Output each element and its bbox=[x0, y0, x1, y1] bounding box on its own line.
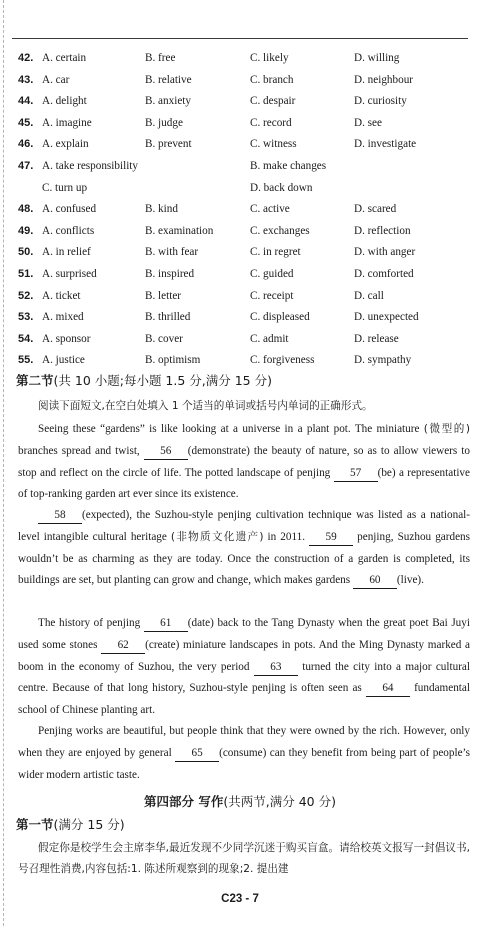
question-number: 43. bbox=[18, 73, 34, 86]
option-c[interactable]: C. likely bbox=[250, 52, 289, 64]
section2-heading bbox=[16, 372, 272, 390]
question-number: 47. bbox=[18, 160, 34, 172]
choice-row bbox=[18, 351, 474, 369]
option-d[interactable]: D. comforted bbox=[354, 268, 414, 280]
option-c[interactable]: C. admit bbox=[250, 332, 289, 345]
passage-text: (date) back to the Tang Dynasty when the great poet Bai Juyi used some stones bbox=[18, 617, 470, 651]
option-d[interactable]: D. see bbox=[354, 116, 382, 129]
section2-instruction bbox=[18, 396, 470, 416]
option-b[interactable]: B. letter bbox=[145, 289, 182, 302]
option-a[interactable]: A. ticket bbox=[42, 289, 81, 302]
option-b[interactable]: B. optimism bbox=[145, 354, 201, 367]
passage-text: fundamental school of Chinese planting art. bbox=[18, 682, 470, 717]
option-c[interactable]: B. make changes bbox=[250, 160, 327, 172]
option-c[interactable]: C. in regret bbox=[250, 246, 301, 259]
section1-heading bbox=[16, 816, 125, 834]
option-c[interactable]: C. forgiveness bbox=[250, 354, 315, 367]
passage-text: turned the city into a major cultural centre. Because of that long history, Suzhou-style penjing is often seen as bbox=[18, 660, 470, 695]
choice-row bbox=[18, 308, 474, 326]
question-number: 53. bbox=[18, 311, 34, 324]
choice-row bbox=[18, 200, 474, 218]
part4-title: 第四部分 写作 bbox=[144, 794, 224, 809]
question-number: 50. bbox=[18, 246, 34, 259]
passage-paragraph-1 bbox=[18, 419, 470, 506]
option-a[interactable]: A. explain bbox=[42, 138, 89, 151]
option-c[interactable]: C. branch bbox=[250, 73, 294, 86]
option-c[interactable]: C. record bbox=[250, 116, 292, 129]
page-number: C23 - 7 bbox=[221, 893, 259, 905]
section1-title: 第一节 bbox=[16, 817, 54, 832]
option-c[interactable]: C. active bbox=[250, 203, 290, 216]
option-d[interactable]: D. curiosity bbox=[354, 95, 407, 108]
blank-64[interactable]: 64 bbox=[366, 681, 410, 697]
choice-row bbox=[18, 135, 474, 153]
option-a[interactable]: A. conflicts bbox=[42, 224, 95, 237]
question-number: 54. bbox=[18, 332, 34, 345]
option-d[interactable]: D. release bbox=[354, 332, 399, 345]
option-a[interactable]: A. in relief bbox=[42, 246, 91, 259]
question-number: 42. bbox=[18, 52, 34, 64]
passage-text: (be) a representative of top-ranking garden art ever since its existence. bbox=[18, 466, 470, 501]
option-b[interactable]: B. anxiety bbox=[145, 95, 191, 108]
binding-margin bbox=[3, 0, 10, 926]
option-d[interactable]: D. with anger bbox=[354, 246, 416, 259]
option-c[interactable]: C. displeased bbox=[250, 311, 310, 324]
option-c[interactable]: C. receipt bbox=[250, 289, 294, 302]
option-d[interactable]: D. reflection bbox=[354, 224, 411, 237]
passage-paragraph-4 bbox=[18, 721, 470, 786]
blank-57[interactable]: 57 bbox=[334, 466, 378, 482]
option-c[interactable]: C. exchanges bbox=[250, 224, 310, 237]
choice-row bbox=[18, 157, 474, 175]
option-c[interactable]: C. guided bbox=[250, 268, 294, 280]
option-a[interactable]: A. sponsor bbox=[42, 332, 91, 345]
question-number: 46. bbox=[18, 138, 34, 151]
question-number: 45. bbox=[18, 116, 34, 129]
option-a[interactable]: A. car bbox=[42, 73, 70, 86]
option-b[interactable]: B. relative bbox=[145, 73, 192, 86]
option-b[interactable]: B. inspired bbox=[145, 268, 195, 280]
option-a[interactable]: A. mixed bbox=[42, 311, 84, 324]
question-number: 49. bbox=[18, 224, 34, 237]
blank-62[interactable]: 62 bbox=[101, 638, 145, 654]
question-number: 44. bbox=[18, 95, 34, 108]
blank-61[interactable]: 61 bbox=[144, 616, 188, 632]
option-c[interactable]: D. back down bbox=[250, 181, 313, 194]
option-b[interactable]: B. free bbox=[145, 52, 176, 64]
choice-row bbox=[18, 71, 474, 89]
option-d[interactable]: D. unexpected bbox=[354, 311, 419, 324]
passage-text: branches spread and twist, bbox=[18, 444, 144, 457]
option-a[interactable]: A. surprised bbox=[42, 268, 97, 280]
choice-row bbox=[18, 265, 474, 283]
passage-text: in 2011. bbox=[263, 530, 310, 543]
choice-row bbox=[18, 179, 474, 197]
choice-row bbox=[18, 222, 474, 240]
passage-cn-gloss: (微型的) bbox=[423, 423, 470, 435]
option-b[interactable]: B. kind bbox=[145, 203, 178, 216]
option-a[interactable]: A. confused bbox=[42, 203, 97, 216]
option-d[interactable]: D. scared bbox=[354, 203, 397, 216]
option-d[interactable]: D. willing bbox=[354, 52, 400, 64]
part4-heading bbox=[0, 792, 480, 810]
choice-row bbox=[18, 49, 474, 67]
option-a[interactable]: A. certain bbox=[42, 52, 87, 64]
option-d[interactable]: D. investigate bbox=[354, 138, 417, 151]
passage-text: (live). bbox=[396, 574, 424, 587]
question-number: 55. bbox=[18, 354, 34, 367]
choice-row bbox=[18, 330, 474, 348]
question-number: 52. bbox=[18, 289, 34, 302]
option-c[interactable]: C. witness bbox=[250, 138, 297, 151]
section2-title: 第二节 bbox=[16, 373, 54, 388]
passage-text: Seeing these “gardens” is like looking at a universe in a plant pot. The miniature bbox=[38, 423, 424, 435]
option-b[interactable]: B. thrilled bbox=[145, 311, 191, 324]
option-a[interactable]: A. take responsibility bbox=[42, 160, 139, 172]
passage-text: (demonstrate) the beauty of nature, so as to allow viewers to stop and reflect on the circle of life. The potted landscape of penjing bbox=[18, 444, 470, 479]
choice-row bbox=[18, 243, 474, 261]
option-a[interactable]: A. justice bbox=[42, 354, 85, 367]
option-a[interactable]: C. turn up bbox=[42, 181, 88, 194]
option-a[interactable]: A. imagine bbox=[42, 116, 92, 129]
option-b[interactable]: B. cover bbox=[145, 332, 183, 345]
option-d[interactable]: D. neighbour bbox=[354, 73, 414, 86]
writing-prompt bbox=[18, 838, 470, 880]
passage-text: Penjing works are beautiful, but people think that they were owned by the rich. However, only when they are enjoyed by general bbox=[18, 725, 470, 759]
choice-row bbox=[18, 287, 474, 305]
passage-text: (expected), the Suzhou-style penjing cultivation technique was listed as a national-level intangible cultural heritage bbox=[18, 509, 470, 543]
passage-text: penjing, Suzhou gardens wouldn’t be as charming as they are today. Once the construction of a garden is completed, its buildings are set, but planting can grow and change, which makes gardens bbox=[18, 530, 470, 587]
option-a[interactable]: A. delight bbox=[42, 95, 87, 108]
option-d[interactable]: D. call bbox=[354, 289, 384, 302]
blank-63[interactable]: 63 bbox=[254, 660, 298, 676]
part4-note: (共两节,满分 40 分) bbox=[223, 794, 336, 809]
passage-cn-gloss: (非物质文化遗产) bbox=[170, 530, 264, 543]
passage-text: (create) miniature landscapes in pots. And the Ming Dynasty marked a boom in the economy of Suzhou, the very period bbox=[18, 638, 470, 673]
option-b[interactable]: B. judge bbox=[145, 116, 183, 129]
option-c[interactable]: C. despair bbox=[250, 95, 296, 108]
blank-58[interactable]: 58 bbox=[38, 508, 82, 524]
passage-text: The history of penjing bbox=[38, 617, 144, 629]
question-number: 48. bbox=[18, 203, 34, 216]
blank-60[interactable]: 60 bbox=[353, 573, 397, 589]
passage-text: (consume) can they benefit from being part of people’s wider modern artistic taste. bbox=[18, 746, 471, 781]
option-b[interactable]: B. prevent bbox=[145, 138, 192, 151]
blank-59[interactable]: 59 bbox=[309, 530, 353, 546]
option-b[interactable]: B. examination bbox=[145, 224, 214, 237]
question-number: 51. bbox=[18, 268, 34, 280]
section2-note: (共 10 小题;每小题 1.5 分,满分 15 分) bbox=[53, 373, 272, 388]
blank-56[interactable]: 56 bbox=[144, 444, 188, 460]
choice-row bbox=[18, 92, 474, 110]
blank-65[interactable]: 65 bbox=[175, 746, 219, 762]
passage-paragraph-2 bbox=[18, 505, 470, 592]
section1-note: (满分 15 分) bbox=[53, 817, 125, 832]
option-b[interactable]: B. with fear bbox=[145, 246, 199, 259]
instruction-text: 阅读下面短文,在空白处填入 1 个适当的单词或括号内单词的正确形式。 bbox=[38, 400, 373, 412]
choice-row bbox=[18, 114, 474, 132]
writing-prompt-text: 假定你是校学生会主席李华,最近发现不少同学沉迷于购买盲盒。请给校英文报写一封倡议书,号召理性消费,内容包括:1. 陈述所观察到的现象;2. 提出建 bbox=[18, 842, 470, 875]
option-d[interactable]: D. sympathy bbox=[354, 354, 412, 367]
passage-paragraph-3 bbox=[18, 613, 470, 722]
top-rule bbox=[12, 38, 468, 39]
